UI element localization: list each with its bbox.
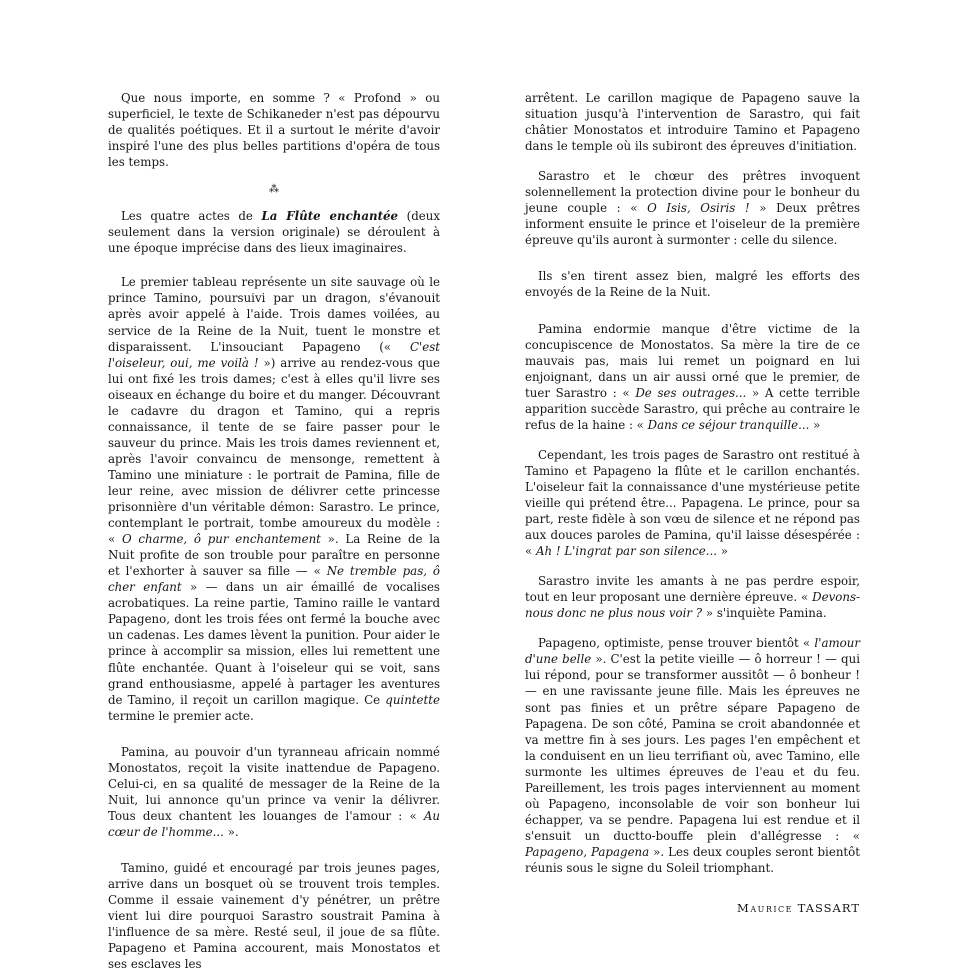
left-column — [108, 90, 440, 972]
paragraph: Les quatre actes de La Flûte enchantée (deux seulement dans la version originale) se déroulent à une époque imprécise dans des lieux imaginaires. — [108, 209, 440, 256]
paragraph: Le premier tableau représente un site sauvage où le prince Tamino, poursuivi par un dragon, s'évanouit après avoir appelé à l'aide. Trois dames voilées, au service de la Reine de la Nuit, tuent le monstre et disparaissent. L'insouciant Papageno (« C'est l'oiseleur, oui, me voilà ! ») arrive au rendez-vous que lui ont fixé les trois dames; c'est à elles qu'il livre ses oiseaux en échange du boire et du manger. Découvrant le cadavre du dragon et Tamino, qui a repris connaissance, il tente de se faire passer pour le sauveur du prince. Mais les trois dames reviennent et, après l'avoir convaincu de mensonge, remettent à Tamino une miniature : le portrait de Pamina, fille de leur reine, avec mission de délivrer cette princesse prisonnière d'un véritable démon: Sarastro. Le prince, contemplant le portrait, tombe amoureux du modèle : « O charme, ô pur enchantement ». La Reine de la Nuit profite de son trouble pour paraître en personne et l'exhorter à sauver sa fille — « Ne tremble pas, ô cher enfant » — dans un air émaillé de vocalises acrobatiques. La reine partie, Tamino raille le vantard Papageno, dont les trois fées ont fermé la bouche avec un cadenas. Les dames lèvent la punition. Pour aider le prince à accomplir sa mission, elles lui remettent une flûte enchantée. Quant à l'oiseleur qui se voit, sans grand enthousiasme, appelé à partager les aventures de Tamino, il reçoit un carillon magique. Ce quintette termine le premier acte. — [108, 275, 441, 723]
opera-title: La Flûte enchantée — [261, 209, 399, 224]
paragraph: Cependant, les trois pages de Sarastro ont restitué à Tamino et Papageno la flûte et le carillon enchantés. L'oiseleur fait la connaissance d'une mystérieuse petite vieille qui prétend être... Papagena. Le prince, pour sa part, reste fidèle à son vœu de silence et ne répond pas aux douces paroles de Pamina, qu'il laisse désespérée : « Ah ! L'ingrat par son silence... » — [525, 447, 860, 559]
paragraph: Que nous importe, en somme ? « Profond » ou superficiel, le texte de Schikaneder n'est pas dépourvu de qualités poétiques. Et il a surtout le mérite d'avoir inspiré l'une des plus belles partitions d'opéra de tous les temps. — [108, 91, 440, 170]
author-signature: Maurice TASSART — [737, 901, 860, 916]
paragraph: Papageno, optimiste, pense trouver bientôt « l'amour d'une belle ». C'est la petite vieille — ô horreur ! — qui lui répond, pour se transformer aussitôt — ô bonheur ! — en une ravissante jeune fille. Mais les épreuves ne sont pas finies et un prêtre sépare Papageno de Papagena. De son côté, Pamina se croit abandonnée et va mettre fin à ses jours. Les pages l'en empêchent et la conduisent en un lieu terrifiant où, avec Tamino, elle surmonte les ultimes épreuves de l'eau et du feu. Pareillement, les trois pages interviennent au moment où Papageno, inconsolable de voir son bonheur lui échapper, va se pendre. Papagena lui est rendue et il s'ensuit un ductto-bouffe plein d'allégresse : « Papageno, Papagena ». Les deux couples seront bientôt réunis sous le signe du Soleil triomphant. — [525, 636, 860, 875]
paragraph: Pamina, au pouvoir d'un tyranneau africain nommé Monostatos, reçoit la visite inattendue de Papageno. Celui-ci, en sa qualité de messager de la Reine de la Nuit, lui annonce qu'un prince va venir la délivrer. Tous deux chantent les louanges de l'amour : « Au cœur de l'homme... ». — [108, 744, 440, 839]
paragraph: Sarastro et le chœur des prêtres invoquent solennellement la protection divine pour le bonheur du jeune couple : « O Isis, Osiris ! » Deux prêtres informent ensuite le prince et l'oiseleur de la première épreuve qu'ils auront à surmonter : celle du silence. — [525, 169, 860, 248]
paragraph: Ils s'en tirent assez bien, malgré les efforts des envoyés de la Reine de la Nuit. — [525, 269, 860, 300]
paragraph: arrêtent. Le carillon magique de Papageno sauve la situation jusqu'à l'intervention de Sarastro, qui fait châtier Monostatos et introduire Tamino et Papageno dans le temple où ils subiront des épreuves d'initiation. — [525, 91, 860, 154]
paragraph: Tamino, guidé et encouragé par trois jeunes pages, arrive dans un bosquet où se trouvent trois temples. Comme il essaie vainement d'y pénétrer, un prêtre vient lui dire pourquoi Sarastro soustrait Pamina à l'influence de sa mère. Resté seul, il joue de sa flûte. Papageno et Pamina accourent, mais Monostatos et ses esclaves les — [108, 860, 440, 972]
paragraph: Sarastro invite les amants à ne pas perdre espoir, tout en leur proposant une dernière épreuve. « Devons-nous donc ne plus nous voir ? » s'inquiète Pamina. — [525, 574, 860, 621]
right-column — [525, 90, 860, 916]
paragraph: Pamina endormie manque d'être victime de la concupiscence de Monostatos. Sa mère la tire de ce mauvais pas, mais lui remet un poignard en lui enjoignant, dans un air aussi orné que le premier, de tuer Sarastro : « De ses outrages... » A cette terrible apparition succède Sarastro, qui prêche au contraire le refus de la haine : « Dans ce séjour tranquille... » — [525, 321, 860, 432]
asterism-separator: ⁂ — [269, 184, 279, 196]
